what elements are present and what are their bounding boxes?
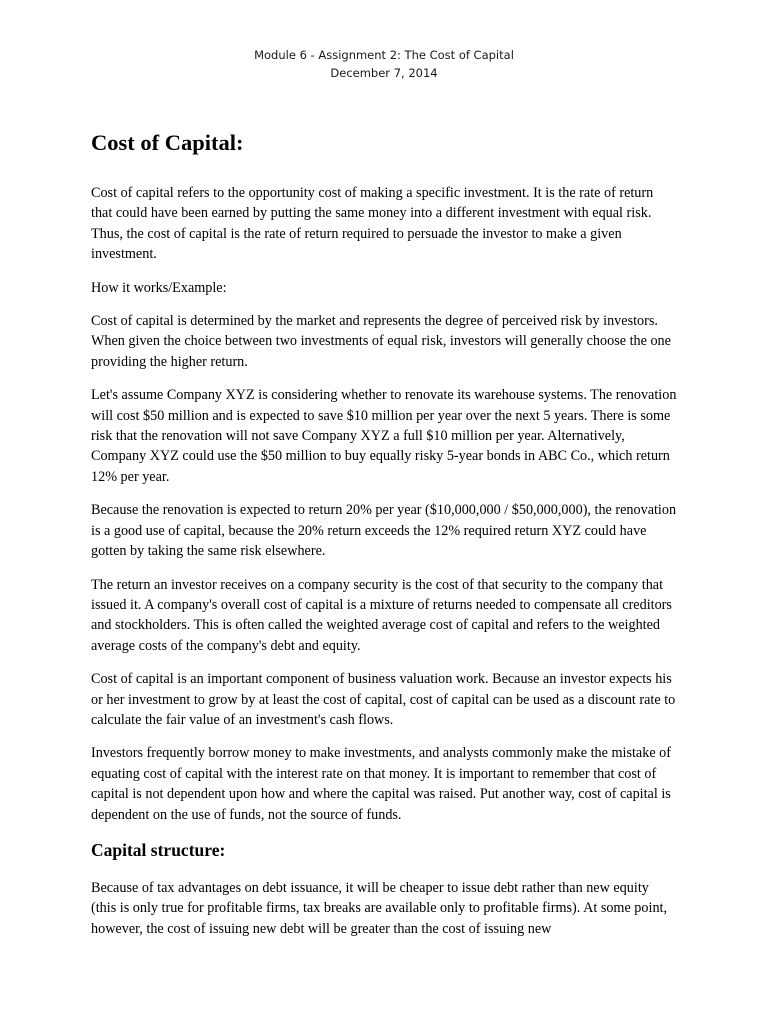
paragraph: Let's assume Company XYZ is considering whether to renovate its warehouse systems. The renovation will cost $50 million and is expected to save $10 million per year over the next 5 years. There is some risk that the renovation will not save Company XYZ a full $10 million per year. Alternatively, Company XYZ could use the $50 million to buy equally risky 5-year bonds in ABC Co., which return 12% per year. (91, 387, 677, 485)
document-body (91, 128, 677, 952)
header-assignment-title: Module 6 - Assignment 2: The Cost of Capital (254, 48, 514, 62)
header-date: December 7, 2014 (330, 66, 438, 80)
paragraph: Because of tax advantages on debt issuance, it will be cheaper to issue debt rather than new equity (this is only true for profitable firms, tax breaks are available only to profitable firms). At some point, however, the cost of issuing new debt will be greater than the cost of issuing new (91, 879, 668, 937)
paragraph: The return an investor receives on a company security is the cost of that security to the company that issued it. A company's overall cost of capital is a mixture of returns needed to compensate all creditors and stockholders. This is often called the weighted average cost of capital and refers to the weighted average costs of the company's debt and equity. (91, 576, 672, 654)
paragraph: Cost of capital refers to the opportunity cost of making a specific investment. It is the rate of return that could have been earned by putting the same money into a different investment with equal risk. Thus, the cost of capital is the rate of return required to persuade the investor to make a given investment. (91, 185, 654, 263)
paragraph: Because the renovation is expected to return 20% per year ($10,000,000 / $50,000,000), the renovation is a good use of capital, because the 20% return exceeds the 12% required return XYZ could have gotten by taking the same risk elsewhere. (91, 502, 677, 560)
heading-cost-of-capital: Cost of Capital: (91, 130, 244, 155)
paragraph: Investors frequently borrow money to make investments, and analysts commonly make the mistake of equating cost of capital with the interest rate on that money. It is important to remember that cost of capital is not dependent upon how and where the capital was raised. Put another way, cost of capital is dependent on the use of funds, not the source of funds. (91, 745, 671, 823)
paragraph: Cost of capital is determined by the market and represents the degree of perceived risk by investors. When given the choice between two investments of equal risk, investors will generally choose the one providing the higher return. (91, 313, 671, 370)
heading-capital-structure: Capital structure: (91, 839, 226, 860)
paragraph: How it works/Example: (91, 279, 227, 296)
paragraph: Cost of capital is an important component of business valuation work. Because an investor expects his or her investment to grow by at least the cost of capital, cost of capital can be used as a discount rate to calculate the fair value of an investment's cash flows. (91, 671, 676, 728)
page-header (0, 46, 768, 82)
